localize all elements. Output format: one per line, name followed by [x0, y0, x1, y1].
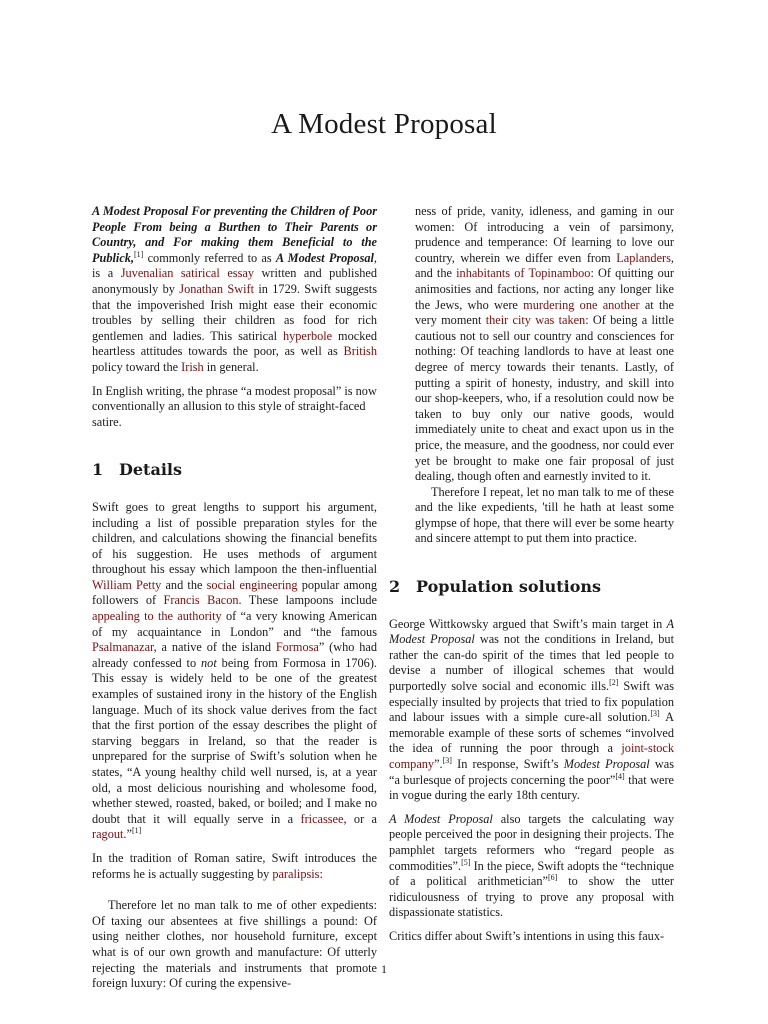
link-laplanders[interactable]: Laplanders	[616, 250, 671, 265]
ref-3b[interactable]: [3]	[442, 755, 452, 765]
link-joint-stock-company[interactable]: joint-stock company	[389, 741, 674, 771]
link-william-petty[interactable]: William Petty	[92, 577, 162, 592]
page-title: A Modest Proposal	[271, 108, 497, 140]
page-number: 1	[381, 962, 387, 976]
intro-paragraph-2: In English writing, the phrase “a modest proposal” is now conventionally an allusion to this style of straight-faced satire.	[92, 383, 377, 429]
details-paragraph: Swift goes to great lengths to support his argument, including a list of possible preparation styles for the children, and calculations showing the financial benefits of his suggestion. He uses methods of argument throughout his essay which lampoon the then-influential William Petty and the social engineering popular among followers of Francis Bacon. These lampoons include appealing to the authority of “a very knowing American of my acquaintance in London” and “the famous Psalmanazar, a native of the island Formosa” (who had already confessed to not being from Formosa in 1706). This essay is widely held to be one of the greatest examples of sustained irony in the history of the English language. Much of its shock value derives from the fact that the first portion of the essay describes the plight of starving beggars in Ireland, so that the reader is unprepared for the surprise of Swift’s solution when he states, “A young healthy child well nursed, is, at a year old, a most delicious nourishing and wholesome food, whether stewed, roasted, baked, or boiled; and I make no doubt that it will equally serve in a fricassee, or a ragout.”[1]	[92, 499, 377, 842]
link-francis-bacon[interactable]: Francis Bacon	[163, 593, 239, 608]
ref-5[interactable]: [5]	[461, 857, 471, 867]
link-psalmanazar[interactable]: Psalmanazar	[92, 640, 154, 655]
roman-satire-paragraph: In the tradition of Roman satire, Swift introduces the reforms he is actually suggesting by paralipsis:	[92, 850, 377, 881]
ref-4[interactable]: [4]	[615, 771, 625, 781]
intro-paragraph: A Modest Proposal For preventing the Children of Poor People From being a Burthen to Their Parents or Country, and For making them Beneficial to the Publick,[1] commonly referred to as A Modest Proposal, is a Juvenalian satirical essay written and published anonymously by Jonathan Swift in 1729. Swift suggests that the impoverished Irish might ease their economic troubles by selling their children as food for rich gentlemen and ladies. This satirical hyperbole mocked heartless attitudes towards the poor, as well as British policy toward the Irish in general.	[92, 204, 377, 374]
link-ragout[interactable]: ragout	[92, 827, 124, 842]
blockquote-part-3: Therefore I repeat, let no man talk to me of these and the like expedients, 'till he hath at least some glympse of hope, that there will ever be some hearty and sincere attempt to put them into practice.	[415, 484, 674, 546]
link-formosa[interactable]: Formosa	[275, 640, 319, 655]
link-irish[interactable]: Irish	[181, 359, 204, 374]
left-column	[92, 204, 377, 1000]
section-2-heading: 2 Population solutions	[389, 577, 602, 597]
link-hyperbole[interactable]: hyperbole	[282, 328, 333, 343]
blockquote-part-2: ness of pride, vanity, idleness, and gaming in our women: Of introducing a vein of parsimony, prudence and temperance: Of learning to love our country, wherein we differ even from Laplanders, and the inhabitants of Topinamboo: Of quitting our animosities and factions, nor acting any longer like the Jews, who were murdering one another at the very moment their city was taken: Of being a little cautious not to sell our country and consciences for nothing: Of teaching landlords to have at least one degree of mercy towards their tenants. Lastly, of putting a spirit of honesty, industry, and skill into our shop-keepers, who, if a resolution could now be taken to buy only our native goods, would immediately unite to cheat and exact upon us in the price, the measure, and the goodness, nor could ever yet be brought to make one fair proposal of just dealing, though often and earnestly invited to it.	[415, 204, 675, 484]
right-column	[389, 204, 674, 953]
link-fricassee[interactable]: fricassee	[300, 811, 344, 826]
link-murdering-one-another[interactable]: murdering one another	[523, 297, 640, 312]
link-appeal-to-authority[interactable]: appealing to the authority	[92, 609, 222, 624]
ref-2[interactable]: [2]	[609, 677, 619, 687]
link-city-taken[interactable]: their city was taken	[485, 313, 586, 328]
link-british[interactable]: British	[343, 344, 377, 359]
link-topinamboo[interactable]: inhabitants of Topinamboo	[456, 266, 591, 281]
link-paralipsis[interactable]: paralipsis	[272, 866, 320, 881]
ref-1b[interactable]: [1]	[131, 826, 142, 836]
ref-6[interactable]: [6]	[548, 873, 558, 883]
full-title: A Modest Proposal For preventing the Children of Poor People From being a Burthen to Their Parents or Country, and For making them Beneficial to the Publick,	[92, 204, 377, 265]
short-title: A Modest Proposal	[275, 250, 374, 265]
link-jonathan-swift[interactable]: Jonathan Swift	[179, 281, 254, 296]
ref-3[interactable]: [3]	[650, 709, 660, 719]
ref-1[interactable]: [1]	[134, 249, 144, 259]
section-1-heading: 1 Details	[92, 460, 182, 480]
link-juvenalian-satire[interactable]: Juvenalian satirical essay	[120, 266, 254, 281]
population-paragraph-3: Critics differ about Swift’s intentions in using this faux-	[389, 928, 665, 943]
population-paragraph-1: George Wittkowsky argued that Swift’s main target in A Modest Proposal was not the conditions in Ireland, but rather the can-do spirit of the times that led people to devise a number of illogical schemes that would purportedly solve social and economic ills.[2] Swift was especially insulted by projects that tried to fix population and labour issues with a simple cure-all solution.[3] A memorable example of these sorts of schemes “involved the idea of running the poor through a joint-stock company”.[3] In response, Swift’s Modest Proposal was “a burlesque of projects concerning the poor”[4] that were in vogue during the early 18th century.	[389, 616, 675, 803]
population-paragraph-2: A Modest Proposal also targets the calculating way people perceived the poor in designing their projects. The pamphlet targets reformers who “regard people as commodities”.[5] In the piece, Swift adopts the “technique of a political arithmetician”[6] to show the utter ridiculousness of trying to prove any proposal with dispassionate statistics.	[389, 811, 674, 920]
blockquote-part-1: Therefore let no man talk to me of other expedients: Of taxing our absentees at five shillings a pound: Of using neither clothes, nor household furniture, except what is of our own growth and manufacture: Of utterly rejecting the materials and instruments that promote foreign luxury: Of curing the expensive-	[92, 898, 377, 991]
link-social-engineering[interactable]: social engineering	[206, 577, 298, 592]
